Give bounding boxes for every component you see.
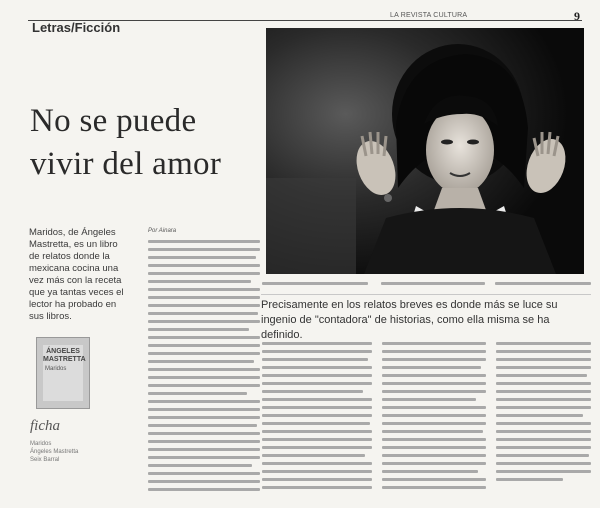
section-label: Letras/Ficción xyxy=(32,20,121,35)
ficha-detail-author: Ángeles Mastretta xyxy=(30,449,79,455)
pull-quote: Precisamente en los relatos breves es donde más se luce su ingenio de "contadora" de historias, como ella misma se ha definido. xyxy=(261,299,558,341)
body-column-3 xyxy=(382,342,486,494)
book-cover xyxy=(36,337,90,409)
portrait-image xyxy=(266,28,584,274)
ficha-heading: ficha xyxy=(30,418,60,434)
headline-line-1: No se puede xyxy=(30,103,197,139)
byline: Por Ainara xyxy=(148,228,177,234)
body-column-2 xyxy=(262,342,372,494)
body-column-4 xyxy=(496,342,591,486)
pull-quote-rule xyxy=(261,294,591,295)
ficha-detail-publisher: Seix Barral xyxy=(30,457,60,463)
headline-line-2: vivir del amor xyxy=(30,146,222,182)
body-column-2-top xyxy=(262,282,368,290)
author-photo xyxy=(266,28,584,274)
ficha-detail-title: Maridos xyxy=(30,441,52,447)
body-column-1 xyxy=(148,240,260,496)
page-number: 9 xyxy=(574,9,580,23)
body-column-3-top xyxy=(381,282,485,290)
article-dek: Maridos, de Ángeles Mastretta, es un libro de relatos donde la mexicana cocina una vez más con la receta que ya tantas veces el lector ha probado en sus libros. xyxy=(29,227,124,322)
book-cover-subtitle: Maridos xyxy=(45,366,67,372)
book-cover-title: ÁNGELES MASTRETTA xyxy=(43,348,86,363)
publication-name: LA REVISTA CULTURA xyxy=(390,12,468,19)
ficha-details xyxy=(30,440,120,464)
body-column-4-top xyxy=(495,282,591,290)
